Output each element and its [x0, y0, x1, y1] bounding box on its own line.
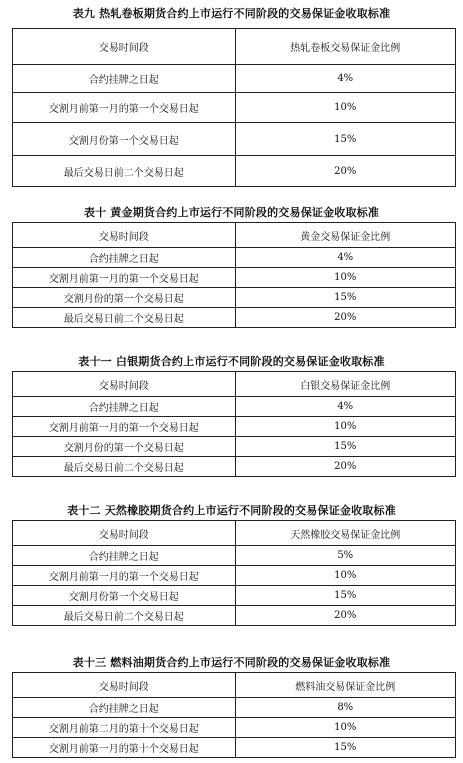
- margin-table: [12, 520, 456, 626]
- table-row: [13, 718, 456, 738]
- ratio-cell: 20%: [235, 308, 456, 328]
- table-row: [13, 65, 456, 93]
- period-cell: 合约挂牌之日起: [13, 698, 236, 718]
- table-row: [13, 417, 456, 437]
- table-header-row: [13, 29, 456, 65]
- period-cell: 合约挂牌之日起: [13, 546, 236, 566]
- period-cell: 交割月份第一个交易日起: [13, 123, 236, 156]
- table-row: [13, 437, 456, 457]
- table-caption: 表十一 白银期货合约上市运行不同阶段的交易保证金收取标准: [78, 355, 385, 368]
- period-cell: 合约挂牌之日起: [13, 65, 236, 93]
- table-row: [13, 606, 456, 626]
- header-cell-period: 交易时间段: [13, 521, 236, 546]
- ratio-cell: 15%: [235, 586, 456, 606]
- ratio-cell: 10%: [235, 566, 456, 586]
- header-cell-period: 交易时间段: [13, 673, 236, 698]
- table-header-row: [13, 521, 456, 546]
- header-cell-period: 交易时间段: [13, 29, 236, 65]
- ratio-cell: 15%: [235, 437, 456, 457]
- ratio-cell: 8%: [235, 698, 456, 718]
- period-cell: 合约挂牌之日起: [13, 397, 236, 417]
- period-cell: 交割月份的第一个交易日起: [13, 437, 236, 457]
- table-header-row: [13, 372, 456, 397]
- table-row: [13, 308, 456, 328]
- period-cell: 交割月前第一月的第一个交易日起: [13, 93, 236, 123]
- table-row: [13, 123, 456, 156]
- table-row: [13, 738, 456, 758]
- table-row: [13, 698, 456, 718]
- table-row: [13, 156, 456, 187]
- period-cell: 交割月前第一月的第一个交易日起: [13, 417, 236, 437]
- table-row: [13, 566, 456, 586]
- ratio-cell: 15%: [235, 738, 456, 758]
- header-cell-period: 交易时间段: [13, 223, 236, 248]
- table-caption: 表九 热轧卷板期货合约上市运行不同阶段的交易保证金收取标准: [72, 7, 391, 20]
- ratio-cell: 5%: [235, 546, 456, 566]
- header-cell-ratio: 天然橡胶交易保证金比例: [235, 521, 456, 546]
- table-header-row: [13, 673, 456, 698]
- table-row: [13, 457, 456, 477]
- table-row: [13, 268, 456, 288]
- table-header-row: [13, 223, 456, 248]
- margin-table: [12, 672, 456, 758]
- ratio-cell: 4%: [235, 397, 456, 417]
- period-cell: 交割月前第二月的第十个交易日起: [13, 718, 236, 738]
- ratio-cell: 4%: [235, 248, 456, 268]
- header-cell-period: 交易时间段: [13, 372, 236, 397]
- ratio-cell: 20%: [235, 606, 456, 626]
- period-cell: 交割月前第一月的第一个交易日起: [13, 566, 236, 586]
- table-row: [13, 288, 456, 308]
- period-cell: 交割月份的第一个交易日起: [13, 288, 236, 308]
- period-cell: 最后交易日前二个交易日起: [13, 308, 236, 328]
- ratio-cell: 10%: [235, 718, 456, 738]
- table-row: [13, 248, 456, 268]
- header-cell-ratio: 黄金交易保证金比例: [235, 223, 456, 248]
- ratio-cell: 15%: [235, 123, 456, 156]
- table-row: [13, 93, 456, 123]
- header-cell-ratio: 白银交易保证金比例: [235, 372, 456, 397]
- period-cell: 合约挂牌之日起: [13, 248, 236, 268]
- table-caption: 表十二 天然橡胶期货合约上市运行不同阶段的交易保证金收取标准: [67, 504, 396, 517]
- table-caption: 表十三 燃料油期货合约上市运行不同阶段的交易保证金收取标准: [72, 656, 391, 669]
- ratio-cell: 15%: [235, 288, 456, 308]
- margin-table: [12, 28, 456, 187]
- ratio-cell: 10%: [235, 417, 456, 437]
- ratio-cell: 20%: [235, 457, 456, 477]
- header-cell-ratio: 燃料油交易保证金比例: [235, 673, 456, 698]
- margin-table: [12, 222, 456, 328]
- period-cell: 交割月份第一个交易日起: [13, 586, 236, 606]
- table-row: [13, 546, 456, 566]
- ratio-cell: 20%: [235, 156, 456, 187]
- period-cell: 最后交易日前二个交易日起: [13, 457, 236, 477]
- period-cell: 最后交易日前二个交易日起: [13, 156, 236, 187]
- ratio-cell: 10%: [235, 268, 456, 288]
- period-cell: 交割月前第一月的第十个交易日起: [13, 738, 236, 758]
- ratio-cell: 4%: [235, 65, 456, 93]
- ratio-cell: 10%: [235, 93, 456, 123]
- table-row: [13, 586, 456, 606]
- table-row: [13, 397, 456, 417]
- period-cell: 交割月前第一月的第一个交易日起: [13, 268, 236, 288]
- table-caption: 表十 黄金期货合约上市运行不同阶段的交易保证金收取标准: [83, 206, 380, 219]
- header-cell-ratio: 热轧卷板交易保证金比例: [235, 29, 456, 65]
- period-cell: 最后交易日前二个交易日起: [13, 606, 236, 626]
- margin-table: [12, 371, 456, 477]
